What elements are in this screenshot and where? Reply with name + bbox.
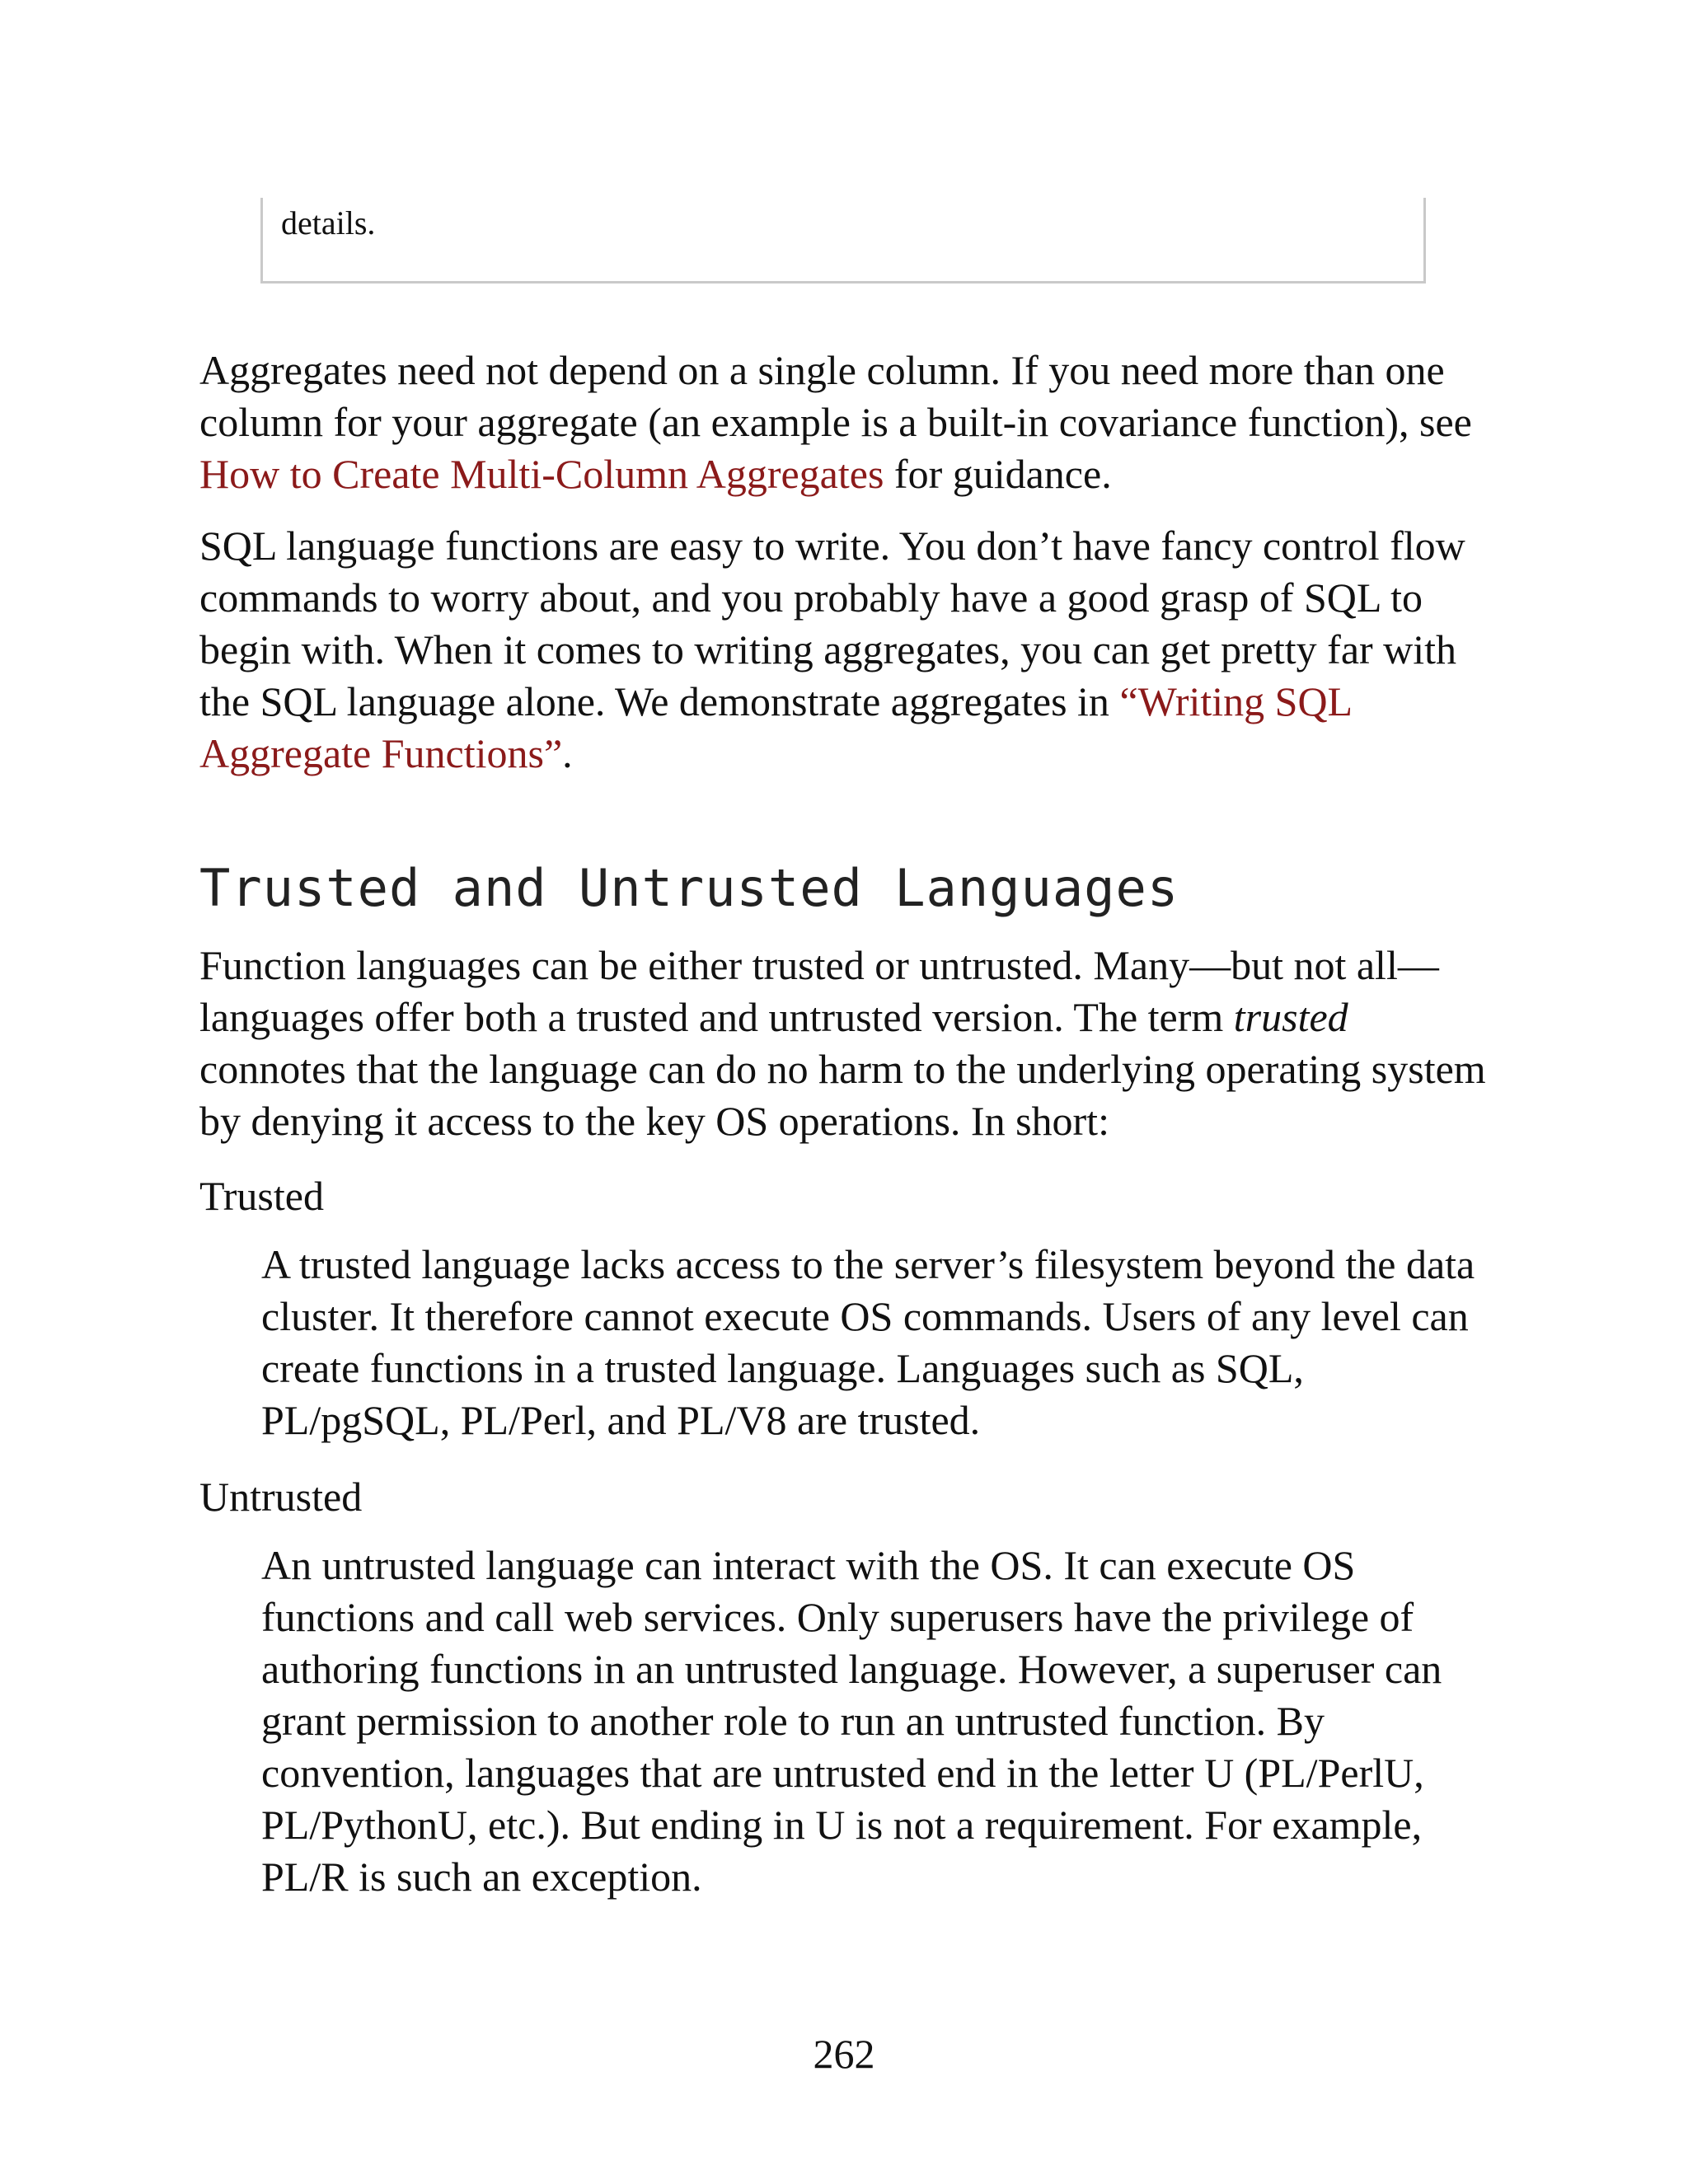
multi-column-aggregates-link[interactable]: How to Create Multi-Column Aggregates	[199, 451, 884, 497]
term-trusted: Trusted	[199, 1173, 324, 1219]
writing-sql-aggregates-link[interactable]: “Writing SQL Aggregate Functions”	[199, 678, 1352, 776]
page-content	[199, 344, 1493, 1928]
section-heading: Trusted and Untrusted Languages	[199, 858, 1179, 918]
paragraph-text: SQL language functions are easy to write. You don’t have fancy control flow commands to worry about, and you probably have a good grasp of SQL to begin with. When it comes to writing aggregates, you can get pretty far with the SQL language alone. We demonstrate aggregates in	[199, 523, 1465, 724]
paragraph-multi-column	[199, 344, 1493, 500]
paragraph-text: for guidance.	[884, 451, 1112, 497]
paragraph-text: .	[562, 730, 573, 776]
definition-untrusted: An untrusted language can interact with the OS. It can execute OS functions and call web services. Only superusers have the privilege of authoring functions in an untrusted language. However, a superuser can grant permission to another role to run an untrusted function. By convention, languages that are untrusted end in the letter U (PL/PerlU, PL/PythonU, etc.). But ending in U is not a requirement. For example, PL/R is such an exception.	[261, 1542, 1442, 1900]
page-number: 262	[813, 2031, 875, 2077]
paragraph-text: Function languages can be either trusted or untrusted. Many—but not all—languages offer both a trusted and untrusted version. The term	[199, 942, 1439, 1040]
paragraph-text: connotes that the language can do no harm to the underlying operating system by denying it access to the key OS operations. In short:	[199, 1046, 1486, 1144]
note-text: details.	[281, 204, 376, 241]
note-box	[260, 198, 1426, 284]
emphasis-term: trusted	[1233, 994, 1348, 1040]
paragraph-sql-functions	[199, 520, 1493, 780]
term-untrusted: Untrusted	[199, 1474, 363, 1520]
definition-trusted: A trusted language lacks access to the server’s filesystem beyond the data cluster. It therefore cannot execute OS commands. Users of any level can create functions in a trusted language. Languages such as SQL, PL/pgSQL, PL/Perl, and PL/V8 are trusted.	[261, 1241, 1475, 1443]
paragraph-text: Aggregates need not depend on a single column. If you need more than one column for your aggregate (an example is a built-in covariance function), see	[199, 347, 1472, 445]
section-intro	[199, 940, 1493, 1147]
